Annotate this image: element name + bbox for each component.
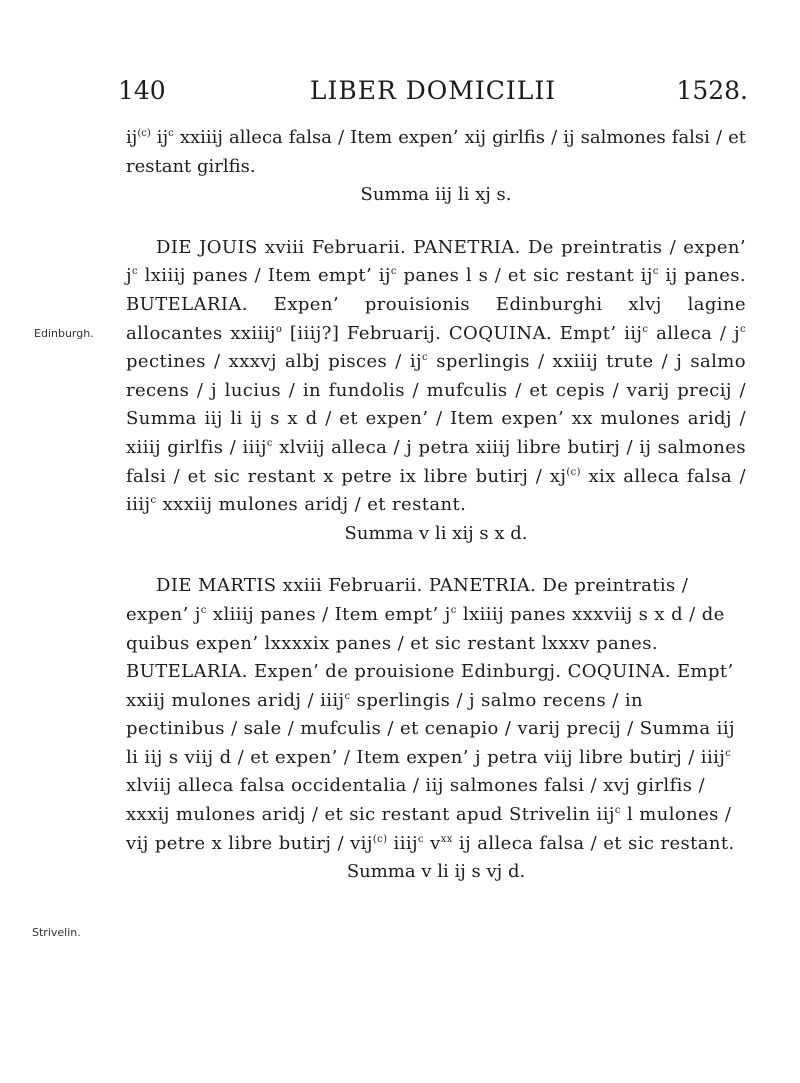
- superscript: c: [390, 266, 397, 278]
- paragraph: $ij^{(c)}$ $ij^c$ xxiiij alleca falsa / Item expen’ xij girlfis / ij salmones falsi / et restant girlfis.: [126, 127, 746, 177]
- margin-note-edinburgh: Edinburgh.: [34, 327, 94, 340]
- running-year: 1528.: [676, 76, 748, 105]
- superscript: c: [739, 323, 746, 335]
- margin-note-strivelin: Strivelin.: [32, 926, 81, 939]
- superscript: (c): [137, 128, 151, 139]
- sum-line: Summa v li ij s vj d.: [346, 861, 526, 883]
- sum-line: Summa v li xij s x d.: [344, 522, 528, 544]
- superscript: (c): [372, 833, 388, 845]
- text-body: [126, 124, 746, 887]
- running-header: [118, 76, 748, 112]
- superscript: c: [131, 266, 138, 278]
- superscript: c: [642, 323, 649, 335]
- superscript: c: [266, 437, 273, 449]
- superscript: c: [652, 266, 659, 278]
- running-title: LIBER DOMICILII: [309, 76, 557, 105]
- superscript: c: [344, 690, 351, 702]
- superscript: c: [725, 747, 732, 759]
- superscript: c: [168, 128, 174, 139]
- superscript: c: [422, 352, 429, 364]
- page-number: 140: [118, 76, 166, 105]
- paragraph: DIE MARTIS xxiii Februarii. PANETRIA. De preintratis / expen’ $j^c$ xliiij panes / Item empt’ $j^c$ lxiiij panes xxxviij s x d / de quibus expen’ lxxxxix panes / et sic restant lxxxv panes. BUTELARIA. Expen’ de prouisione Edinburgj. COQUINA. Empt’ xxiij mulones aridj / iiij$^c$ sperlingis / j salmo recens / in pectinibus / sale / mufculis / et cenapio / varij precij / Summa iij li iij s viij d / et expen’ / Item expen’ j petra viij libre butirj / iiij$^c$ xlviij alleca falsa occidentalia / iij salmones falsi / xvj girlfis / xxxij mulones aridj / et sic restant apud Strivelin iij$^c$ l mulones / vij petre x libre butirj / vij$^{(c)}$ iiij$^c$ $v^{xx}$ ij alleca falsa / et sic restant.: [126, 575, 735, 854]
- superscript: c: [450, 604, 457, 616]
- superscript: o: [275, 323, 283, 335]
- paragraph: DIE JOUIS xviii Februarii. PANETRIA. De preintratis / expen’ $j^c$ lxiiij panes / Item empt’ $ij^c$ panes l s / et sic restant $ij^c$ ij panes. BUTELARIA. Expen’ prouisionis Edinburghi xlvj lagine allocantes xxiiij$^o$ [iiij?] Februarij. COQUINA. Empt’ iij$^c$ alleca / $j^c$ pectines / xxxvj albj pisces / $ij^c$ sperlingis / xxiiij trute / j salmo recens / j lucius / in fundolis / mufculis / et cepis / varij precij / Summa iij li ij s x d / et expen’ / Item expen’ xx mulones aridj / xiiij girlfis / iiij$^c$ xlviij alleca / j petra xiiij libre butirj / ij salmones falsi / et sic restant x petre ix libre butirj / $xj^{(c)}$ xix alleca falsa / iiij$^c$ xxxiij mulones aridj / et restant.: [126, 236, 747, 516]
- superscript: c: [614, 805, 621, 817]
- superscript: xx: [440, 833, 453, 845]
- superscript: (c): [566, 466, 581, 478]
- superscript: c: [418, 833, 425, 845]
- superscript: c: [150, 495, 157, 507]
- superscript: c: [200, 604, 207, 616]
- sum-line: Summa iij li xj s.: [360, 184, 512, 206]
